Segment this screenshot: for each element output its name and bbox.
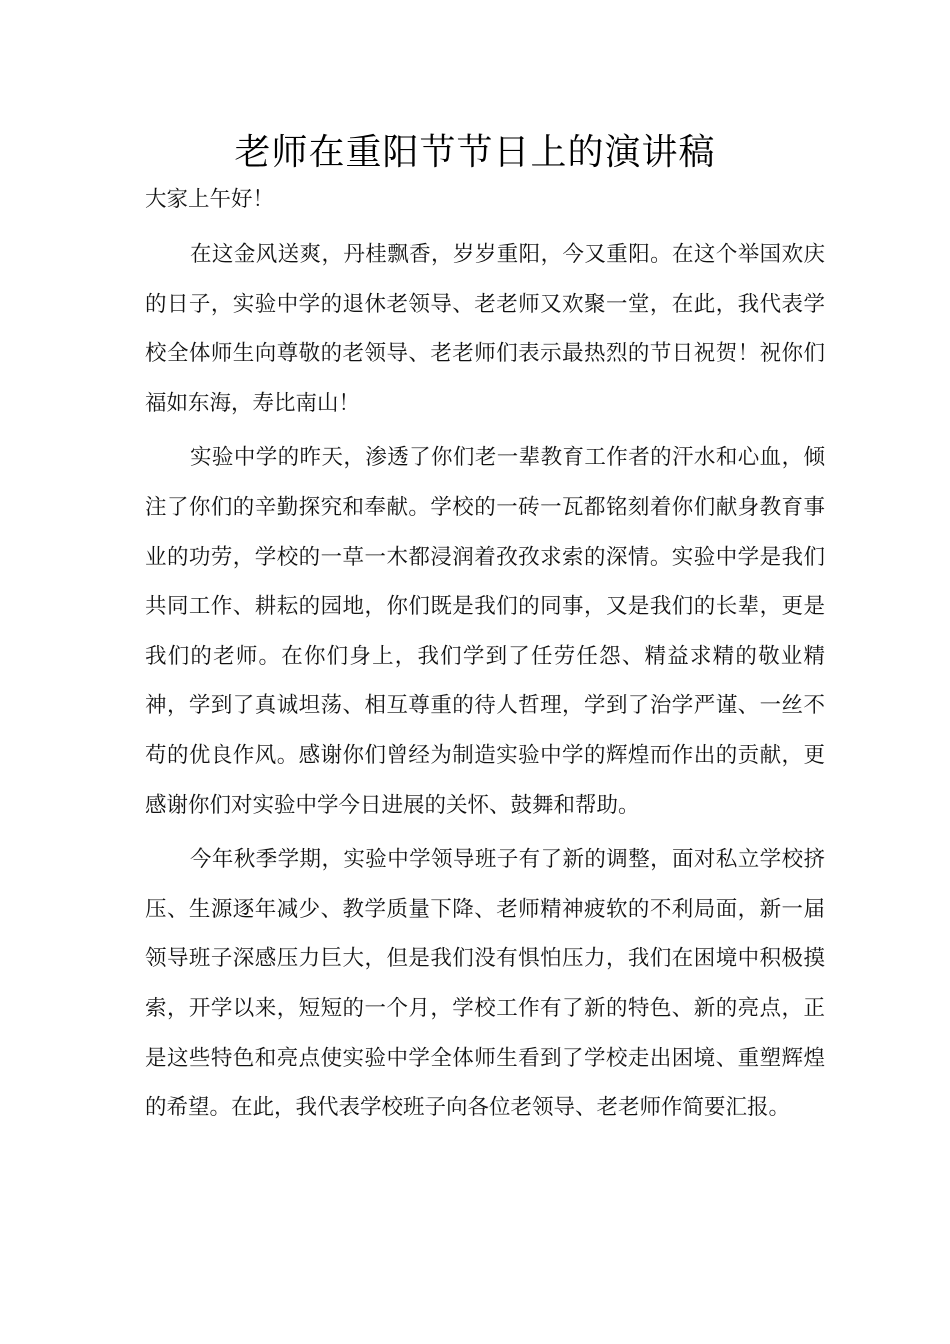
greeting-line: 大家上午好！ [145, 187, 275, 212]
document-title: 老师在重阳节节日上的演讲稿 [234, 132, 716, 173]
paragraph-3: 今年秋季学期，实验中学领导班子有了新的调整，面对私立学校挤压、生源逐年减少、教学质量下降、老师精神疲软的不利局面，新一届领导班子深感压力巨大，但是我们没有惧怕压力，我们在困境中积极摸索，开学以来，短短的一个月，学校工作有了新的特色、新的亮点，正是这些特色和亮点使实验中学全体师生看到了学校走出困境、重塑辉煌的希望。在此，我代表学校班子向各位老领导、老老师作简要汇报。 [145, 847, 825, 1121]
paragraph-2: 实验中学的昨天，渗透了你们老一辈教育工作者的汗水和心血，倾注了你们的辛勤探究和奉献。学校的一砖一瓦都铭刻着你们献身教育事业的功劳，学校的一草一木都浸润着孜孜求索的深情。实验中学是我们共同工作、耕耘的园地，你们既是我们的同事，又是我们的长辈，更是我们的老师。在你们身上，我们学到了任劳任怨、精益求精的敬业精神，学到了真诚坦荡、相互尊重的待人哲理，学到了治学严谨、一丝不苟的优良作风。感谢你们曾经为制造实验中学的辉煌而作出的贡献，更感谢你们对实验中学今日进展的关怀、鼓舞和帮助。 [145, 445, 825, 818]
paragraph-1: 在这金风送爽，丹桂飘香，岁岁重阳，今又重阳。在这个举国欢庆的日子，实验中学的退休老领导、老老师又欢聚一堂，在此，我代表学校全体师生向尊敬的老领导、老老师们表示最热烈的节日祝贺！祝你们福如东海，寿比南山！ [145, 242, 825, 416]
document-body [145, 180, 825, 1138]
